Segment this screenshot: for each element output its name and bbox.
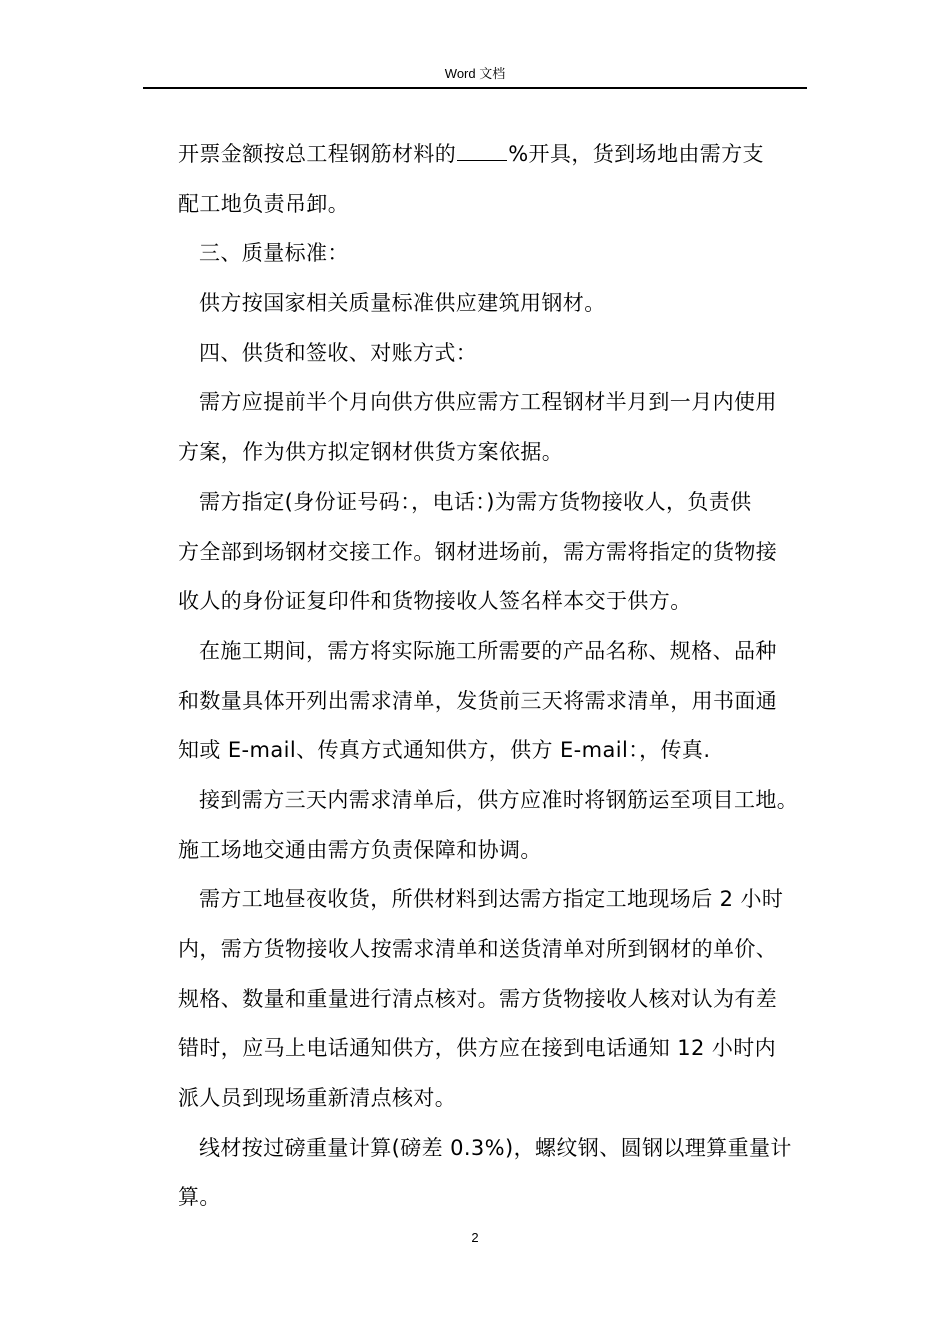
text-line: 施工场地交通由需方负责保障和协调。: [178, 837, 542, 862]
section-heading: 三、质量标准：: [199, 241, 349, 266]
document-body: [178, 130, 818, 1223]
text-line: 和数量具体开列出需求清单，发货前三天将需求清单，用书面通: [178, 688, 778, 713]
text-line: 方全部到场钢材交接工作。钢材进场前，需方需将指定的货物接: [178, 539, 778, 564]
text-line: 需方指定(身份证号码：，电话：)为需方货物接收人，负责供: [199, 489, 752, 514]
text-line: 接到需方三天内需求清单后，供方应准时将钢筋运至项目工地。: [199, 787, 799, 812]
text-line: 线材按过磅重量计算(磅差 0.3%)，螺纹钢、圆钢以理算重量计: [199, 1135, 792, 1160]
text-line: 配工地负责吊卸。: [178, 191, 350, 216]
text-segment: %开具，货到场地由需方支: [508, 142, 764, 166]
page-header-title: Word 文档: [444, 66, 506, 81]
section-heading: 四、供货和签收、对账方式：: [199, 340, 478, 365]
text-line: 知或 E-mail、传真方式通知供方，供方 E-mail：，传真.: [178, 738, 711, 763]
text-line: 收人的身份证复印件和货物接收人签名样本交于供方。: [178, 589, 692, 614]
text-line: [178, 130, 818, 180]
text-line: 错时，应马上电话通知供方，供方应在接到电话通知 12 小时内: [178, 1036, 777, 1061]
fill-in-blank: [457, 142, 507, 161]
header-divider: [143, 87, 807, 89]
text-line: 规格、数量和重量进行清点核对。需方货物接收人核对认为有差: [178, 986, 778, 1011]
text-line: 需方工地昼夜收货，所供材料到达需方指定工地现场后 2 小时: [199, 887, 784, 912]
text-line: 在施工期间，需方将实际施工所需要的产品名称、规格、品种: [199, 638, 777, 663]
text-line: 方案，作为供方拟定钢材供货方案依据。: [178, 440, 564, 465]
text-line: 供方按国家相关质量标准供应建筑用钢材。: [199, 291, 606, 316]
text-line: 内，需方货物接收人按需求清单和送货清单对所到钢材的单价、: [178, 937, 778, 961]
text-line: 需方应提前半个月向供方供应需方工程钢材半月到一月内使用: [199, 390, 777, 415]
text-segment: 开票金额按总工程钢筋材料的: [178, 142, 457, 166]
text-line: 算。: [178, 1185, 221, 1210]
text-line: 派人员到现场重新清点核对。: [178, 1086, 457, 1111]
page-number: 2: [471, 1230, 479, 1245]
